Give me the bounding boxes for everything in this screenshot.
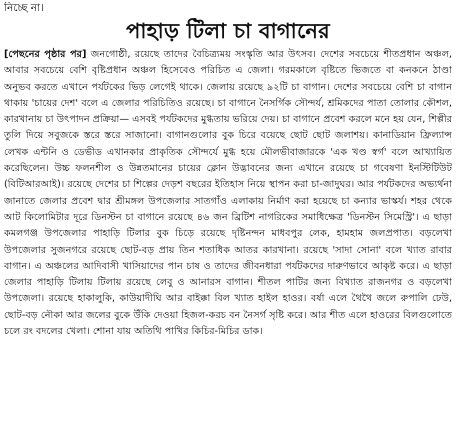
- article-headline: পাহাড় টিলা চা বাগানের: [126, 19, 330, 43]
- article-body-text: জনগোষ্ঠী, রয়েছে তাদের বৈচিত্র্যময় সংস্কৃতি আর উৎসব। দেশের সবচেয়ে শীতপ্রধান অঞ্চল, আবার সবচেয়ে বেশি বৃষ্টিপ্রধান অঞ্চল হিসেবেও পরিচিত এ জেলা। গরমকালে বৃষ্টিতে ভিজতে বা কনকনে ঠাণ্ডা অনুভব করতে এখানে পর্যটকের ভিড় লেগেই থাকে। জেলায় রয়েছে ৯২টি চা বাগান। দেশের সবচেয়ে বেশি চা বাগান থাকায় 'চায়ের দেশ' বলে এ জেলার পরিচিতিও রয়েছে। চা বাগানে নৈসর্গিক সৌন্দর্য, শ্রমিকদের পাতা তোলার কৌশল, কারখানায় চা উৎপাদন প্রক্রিয়া— এসবই পর্যটকদের মুগ্ধতায় ভরিয়ে দেয়। চা বাগানে প্রবেশ করলে মনে হয় যেন, শিল্পীর তুলি দিয়ে সবুজকে স্তরে স্তরে সাজানো। বাগানগুলোর বুক চিরে বয়েছে ছোট ছোট জলাশয়। কানাডিয়ান ফ্রিল্যান্স লেখক এন্টনি ও ডেভীড এখানকার প্রাকৃতিক সৌন্দর্যে মুগ্ধ হয়ে মৌলভীবাজারকে 'এক খণ্ড স্বর্গ' বলে আখ্যায়িত করেছিলেন। উচ্চ ফলনশীল ও উন্নতমানের চায়ের ক্লোন উদ্ভাবনের জন্য এখানে রয়েছে চা গবেষণা ইনস্টিটিউট (বিটিআরআই)। রয়েছে দেশের চা শিল্পের দেড়শ বছরের ইতিহাস নিয়ে স্থাপন করা চা-জাদুঘর। আর পর্যটকদের অভ্যর্থনা জানাতে জেলার প্রবেশ দ্বার শ্রীমঙ্গল উপজেলার সাতগাঁও এলাকায় নির্মাণ করা হয়েছে চা কন্যার ভাস্কর্য। শহর থেকে আট কিলোমিটার দূরে ডিনস্টন চা বাগানে রয়েছে ৪৬ জন ব্রিটিশ নাগরিকের সমাধিক্ষেত্র 'ডিনস্টন সিমেস্ট্রি'। এ ছাড়া কমলগঞ্জ উপজেলার পাহাড়ি টিলার বুক চিড়ে রয়েছে দৃষ্টিনন্দন মাধবপুর লেক, হামহাম জলপ্রপাত। বড়লেখা উপজেলার সুজনগরে রয়েছে ছোট-বড় প্রায় তিন শতাধিক আতর কারখানা। রয়েছে 'সাদা সোনা' বলে খ্যাত রাবার বাগান। এ অঞ্চলের আদিবাসী খাসিয়াদের পান চাষ ও তাদের জীবনধারা পর্যটকদের দারুণভাবে আকৃষ্ট করে। এ ছাড়া জেলার পাহাড়ি টিলায় টিলায় রয়েছে লেবু ও আনারস বাগান। শীতল পাটির জন্য বিখ্যাত রাজনগর ও বড়লেখা উপজেলা। রয়েছে হাকালুকি, কাউয়াদীঘি আর বাইক্কা বিল খ্যাত হাইল হাওর। বর্ষা এলে থৈথৈ জলে রুপালি ঢেউ, ছোট-বড় নৌকা আর জলের বুকে উঁকি দেওয়া হিজল-করচ বন নৈসর্গ সৃষ্টি করে। আর শীত এলে হাওরের বিলগুলোতে চলে রং বদলের খেলা। শোনা যায় অতিথি পাখির কিচির-মিচির ডাক।: [4, 49, 452, 338]
- previous-column-fragment: নিচ্ছে না।: [4, 2, 44, 14]
- article-body: [4, 47, 452, 433]
- continuation-marker: [পেছনের পৃষ্ঠার পর]: [4, 49, 87, 60]
